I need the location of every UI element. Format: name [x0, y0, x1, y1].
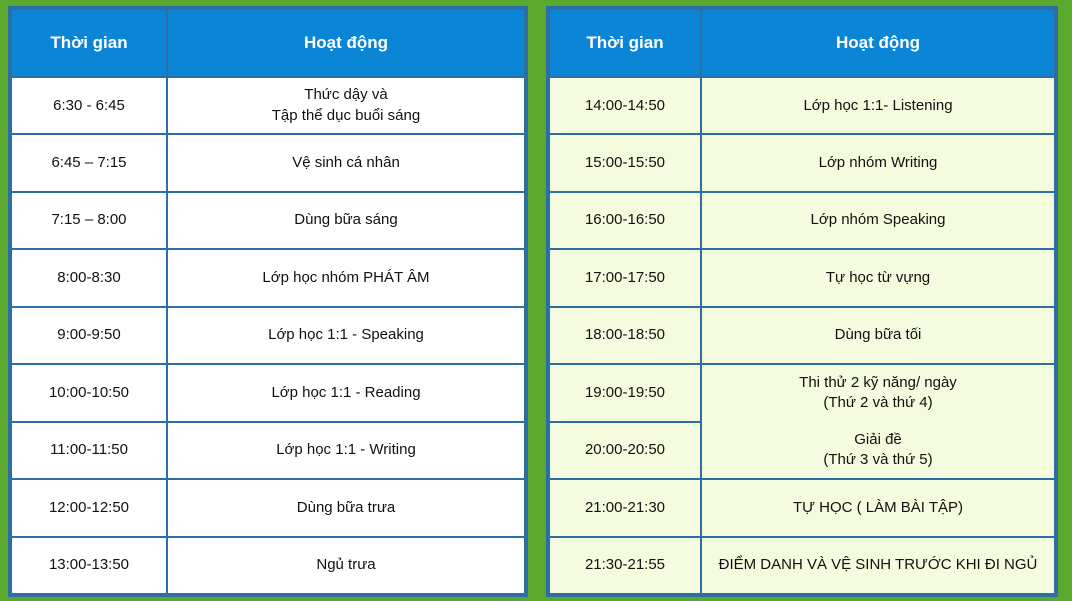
cell-time: 13:00-13:50: [11, 537, 167, 595]
activity-line: Giải đề: [854, 430, 902, 448]
table-row: [549, 134, 1055, 191]
cell-time: 11:00-11:50: [11, 422, 167, 479]
cell-activity: [701, 192, 1055, 249]
table-row: [11, 249, 525, 306]
cell-time: 10:00-10:50: [11, 364, 167, 421]
activity-line: Tự học từ vựng: [825, 268, 931, 286]
header-time: Thời gian: [11, 9, 167, 77]
table-row: [549, 422, 1055, 479]
table-row: [11, 479, 525, 536]
activity-line: Thức dậy và: [304, 86, 388, 104]
table-row: [11, 192, 525, 249]
table-row: [11, 307, 525, 364]
cell-time: 7:15 – 8:00: [11, 192, 167, 249]
cell-activity: [167, 537, 525, 595]
afternoon-schedule-table: [548, 8, 1056, 595]
table-row: [549, 192, 1055, 249]
activity-line: Ngủ trưa: [316, 556, 376, 574]
cell-activity: [167, 479, 525, 536]
morning-table-body: [11, 77, 525, 594]
header-row: [11, 9, 525, 77]
table-row: [11, 364, 525, 421]
cell-time: 14:00-14:50: [549, 77, 701, 134]
activity-line: Dùng bữa trưa: [296, 498, 396, 516]
header-activity: Hoạt động: [701, 9, 1055, 77]
activity-line: Lớp học 1:1 - Writing: [276, 441, 416, 459]
cell-activity: [167, 192, 525, 249]
activity-line: TỰ HỌC ( LÀM BÀI TẬP): [792, 498, 964, 516]
activity-line: ĐIỂM DANH VÀ VỆ SINH TRƯỚC KHI ĐI NGỦ: [718, 556, 1038, 574]
cell-time: 16:00-16:50: [549, 192, 701, 249]
cell-activity: [701, 249, 1055, 306]
table-row: [549, 249, 1055, 306]
table-row: [11, 77, 525, 134]
cell-time: 21:30-21:55: [549, 537, 701, 595]
activity-line: Vệ sinh cá nhân: [292, 154, 400, 172]
table-row: [11, 537, 525, 595]
activity-line: Lớp học 1:1- Listening: [803, 96, 953, 114]
table-row: [549, 537, 1055, 595]
activity-line: Tập thể dục buổi sáng: [271, 106, 421, 124]
header-time: Thời gian: [549, 9, 701, 77]
cell-activity: [167, 422, 525, 479]
activity-line: Lớp học 1:1 - Reading: [271, 383, 421, 401]
activity-line: Dùng bữa sáng: [294, 211, 398, 229]
cell-time: 17:00-17:50: [549, 249, 701, 306]
activity-line: (Thứ 2 và thứ 4): [823, 394, 933, 412]
activity-line: Lớp học 1:1 - Speaking: [268, 326, 424, 344]
cell-activity: [701, 77, 1055, 134]
cell-activity: [167, 364, 525, 421]
morning-schedule-table: [10, 8, 526, 595]
cell-time: 19:00-19:50: [549, 364, 701, 421]
morning-schedule-panel: [8, 6, 528, 597]
cell-activity: [167, 249, 525, 306]
cell-activity: [167, 307, 525, 364]
cell-activity: [701, 479, 1055, 536]
afternoon-table-header: [549, 9, 1055, 77]
cell-time: 20:00-20:50: [549, 422, 701, 479]
cell-time: 6:30 - 6:45: [11, 77, 167, 134]
activity-line: Dùng bữa tối: [834, 326, 922, 344]
cell-time: 9:00-9:50: [11, 307, 167, 364]
cell-time: 8:00-8:30: [11, 249, 167, 306]
cell-time: 15:00-15:50: [549, 134, 701, 191]
morning-table-header: [11, 9, 525, 77]
table-row: [549, 479, 1055, 536]
afternoon-table-body: [549, 77, 1055, 594]
cell-time: 12:00-12:50: [11, 479, 167, 536]
table-row: [11, 422, 525, 479]
cell-activity: [167, 134, 525, 191]
cell-activity: [701, 422, 1055, 479]
table-row: [549, 77, 1055, 134]
cell-activity: [701, 537, 1055, 595]
cell-time: 21:00-21:30: [549, 479, 701, 536]
activity-line: Thi thử 2 kỹ năng/ ngày: [799, 374, 957, 392]
cell-time: 18:00-18:50: [549, 307, 701, 364]
header-activity: Hoạt động: [167, 9, 525, 77]
cell-activity: [701, 364, 1055, 421]
afternoon-schedule-panel: [546, 6, 1058, 597]
table-row: [549, 364, 1055, 421]
cell-activity: [701, 307, 1055, 364]
cell-activity: [701, 134, 1055, 191]
activity-line: Lớp nhóm Writing: [818, 154, 938, 172]
table-row: [549, 307, 1055, 364]
activity-line: Lớp học nhóm PHÁT ÂM: [262, 268, 430, 286]
activity-line: (Thứ 3 và thứ 5): [823, 450, 933, 468]
table-row: [11, 134, 525, 191]
activity-line: Lớp nhóm Speaking: [810, 211, 946, 229]
cell-time: 6:45 – 7:15: [11, 134, 167, 191]
header-row: [549, 9, 1055, 77]
cell-activity: [167, 77, 525, 134]
